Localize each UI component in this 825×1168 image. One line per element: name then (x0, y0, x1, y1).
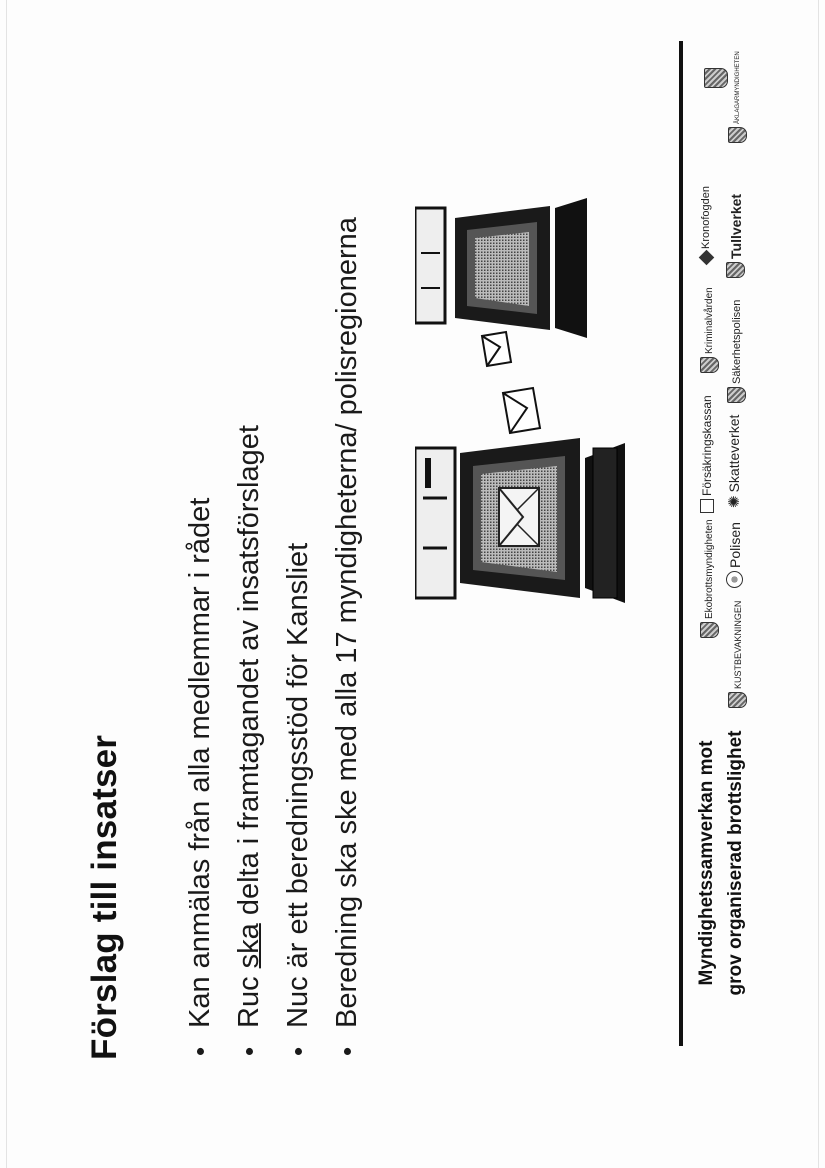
crest-icon (726, 262, 745, 278)
crest-icon (700, 622, 719, 638)
logo-ekobrottsmyndigheten: Ekobrottsmyndigheten (700, 519, 719, 638)
crest-icon (704, 68, 728, 88)
diamond-icon (698, 250, 714, 266)
bullet-dot-icon: • (332, 1046, 362, 1056)
slide-title: Förslag till insatser (85, 734, 124, 1060)
footer-line-2: grov organiserad brottslighet (725, 730, 746, 996)
bullet-dot-icon: • (234, 1046, 264, 1056)
footer-organization-name (692, 713, 750, 1013)
crest-icon (728, 692, 747, 708)
footer-line-1: Myndighetssamverkan mot (696, 740, 717, 986)
skatteverket-icon: ✺ (725, 495, 743, 508)
envelope-icon (503, 388, 540, 433)
crest-icon (727, 387, 746, 403)
logo-aklagarmyndigheten: ÅKLAGARMYNDIGHETEN (728, 51, 747, 143)
crest-icon (728, 127, 747, 143)
logo-forsakringskassan: Försäkringskassan (700, 395, 714, 513)
logo-tullverket: Tullverket (726, 194, 745, 278)
bullet-item (323, 200, 372, 1060)
logo-kustbevakningen: KUSTBEVAKNINGEN (728, 601, 747, 708)
bullet-item (225, 200, 274, 1060)
envelope-icon (499, 488, 539, 546)
agency-logos (690, 8, 810, 708)
logo-skatteverket: ✺ Skatteverket (725, 414, 743, 508)
bullet-item (176, 200, 225, 1060)
bullet-text-pre: Ruc (233, 968, 265, 1028)
bullet-text: Nuc är ett beredningsstöd för Kansliet (282, 542, 314, 1028)
envelope-icon (482, 332, 511, 366)
logo-polisen: Polisen (726, 522, 743, 588)
logo-kronofogden: Kronofogden (700, 186, 712, 263)
square-icon (700, 499, 714, 513)
bullet-text: Beredning ska ske med alla 17 myndigheterna/ polisregionerna (331, 217, 363, 1028)
bullet-text-underlined: ska (233, 923, 265, 969)
computer-right-icon (415, 198, 587, 338)
bullet-item (274, 200, 323, 1060)
footer-divider (679, 41, 683, 1046)
bullet-dot-icon: • (283, 1046, 313, 1056)
computers-exchanging-mail-icon (415, 168, 640, 628)
bullet-list (176, 200, 372, 1060)
police-badge-icon (726, 571, 743, 588)
logo-kriminalvarden: Kriminalvården (700, 287, 719, 373)
logo-sakerhetspolisen: Säkerhetspolisen (727, 300, 746, 403)
bullet-text-post: delta i framtagandet av insatsförslaget (233, 425, 265, 924)
bullet-text: Kan anmälas från alla medlemmar i rådet (184, 497, 216, 1028)
crest-icon (700, 357, 719, 373)
computer-left-icon (415, 438, 625, 603)
bullet-dot-icon: • (185, 1046, 215, 1056)
